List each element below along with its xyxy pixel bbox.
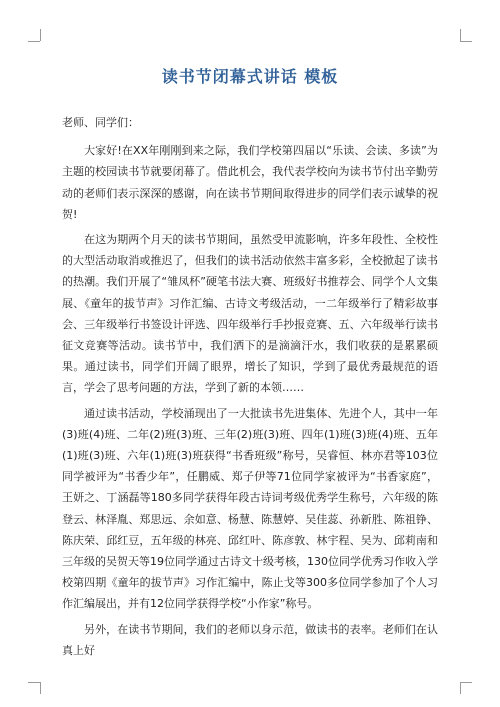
paragraph-2: 在这为期两个月天的读书节期间，虽然受甲流影响，许多年段性、全校性的大型活动取消或推迟了，但我们的读书活动依然丰富多彩，全校掀起了读书的热潮。我们开展了“雏凤杯”硬笔书法大赛、班级好书推荐会、同学个人文集展、《童年的拔节声》习作汇编、古诗文考级活动，一二年级举行了精彩故事会、三年级举行书签设计评选、四年级举行手抄报竞赛、五、六年级举行读书征文竞赛等活动。读书节中，我们洒下的是滴滴汗水，我们收获的是累累硕果。通过读书，同学们开阔了眼界，增长了知识，学到了最优秀最规范的语言，学会了思考问题的方法，学到了新的本领…… <box>62 233 438 395</box>
crop-mark-bottom-right-h <box>460 682 472 683</box>
crop-mark-top-right-h <box>460 41 472 42</box>
paragraph-1: 大家好!在XX年刚刚到来之际，我们学校第四届以“乐读、会读、多读”为主题的校园读书节就要闭幕了。借此机会，我代表学校向为读书节付出辛勤劳动的老师们表示深深的感谢，向在读书节期间取得进步的同学们表示诚挚的祝贺! <box>62 144 438 221</box>
crop-mark-bottom-right-v <box>460 682 461 694</box>
crop-mark-top-left-v <box>40 29 41 41</box>
paragraph-4: 另外，在读书节期间，我们的老师以身示范，做读书的表率。老师们在认真上好 <box>62 622 438 657</box>
document-title: 读书节闭幕式讲话 模板 <box>161 67 339 86</box>
paragraph-3: 通过读书活动，学校涌现出了一大批读书先进集体、先进个人，其中一年(3)班(4)班、二年(2)班(3)班、三年(2)班(3)班、四年(1)班(3)班(4)班、五年(1)班(3)班、六年(1)班(3)班获得“书香班级”称号，吴睿恒、林亦君等103位同学被评为“书香少年”，任鹏威、郑子伊等71位同学家被评为“书香家庭”，王妍之、丁涵磊等180多同学获得年段古诗词考级优秀学生称号，六年级的陈登云、林泽胤、郑思远、余如意、杨慧、陈慧婷、吴佳蕊、孙新胜、陈祖铮、陈庆荣、邱红豆，五年级的林亮、邱红叶、陈彦敦、林宇程、吴为、邱莉南和三年级的吴贺天等19位同学通过古诗文十级考核，130位同学优秀习作收入学校第四期《童年的拔节声》习作汇编中，陈止戈等300多位同学参加了个人习作汇编展出，并有12位同学获得学校“小作家”称号。 <box>62 406 438 611</box>
crop-mark-top-right-v <box>460 29 461 41</box>
crop-mark-bottom-left-v <box>40 682 41 694</box>
crop-mark-top-left-h <box>28 41 40 42</box>
salutation: 老师、同学们： <box>62 116 139 129</box>
document-body <box>62 112 438 665</box>
crop-mark-bottom-left-h <box>28 682 40 683</box>
